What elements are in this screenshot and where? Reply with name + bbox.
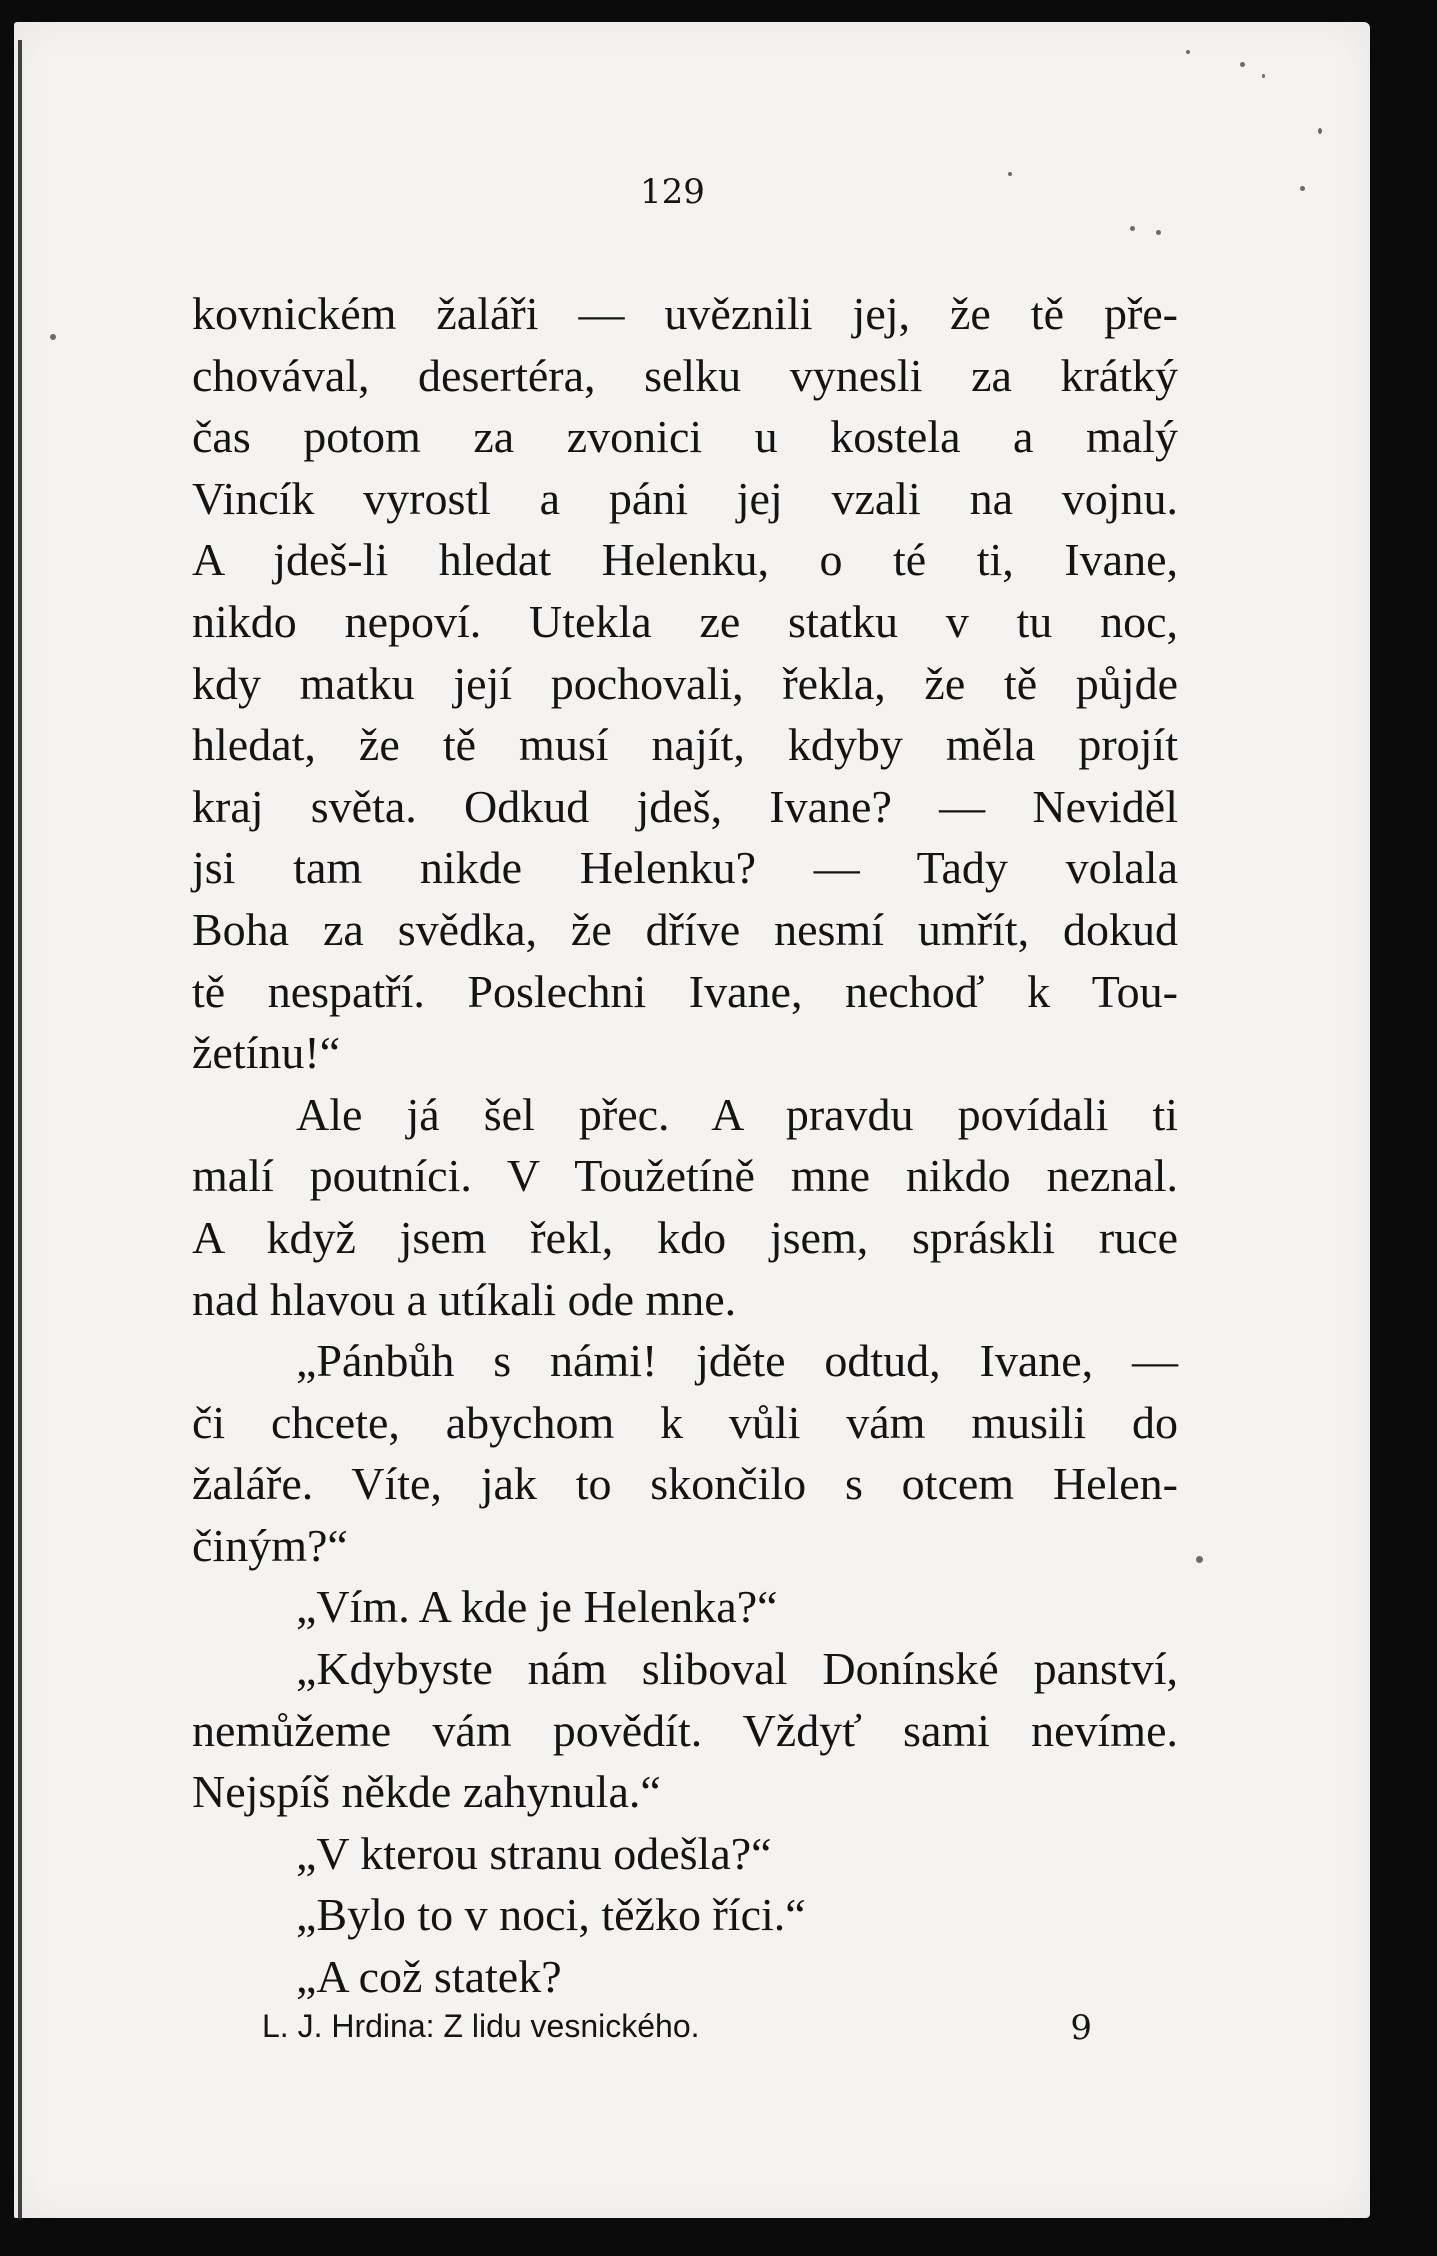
text-line: čas potom za zvonici u kostela a malý [192, 411, 1178, 463]
text-line: žaláře. Víte, jak to skončilo s otcem Helen- [192, 1458, 1178, 1510]
text-line: Ale já šel přec. A pravdu povídali ti [296, 1088, 1178, 1140]
scan-speck [1262, 74, 1265, 78]
text-line: „Kdybyste nám sliboval Donínské panství, [296, 1643, 1178, 1695]
text-line: malí poutníci. V Toužetíně mne nikdo neznal. [192, 1150, 1178, 1202]
page-footer [262, 2008, 1092, 2058]
text-line: chovával, desertéra, selku vynesli za krátký [192, 349, 1178, 401]
text-line: „Pánbůh s námi! jděte odtud, Ivane, — [296, 1335, 1178, 1387]
scan-speck [1008, 172, 1012, 176]
scan-speck [1186, 50, 1190, 54]
text-line: jsi tam nikde Helenku? — Tady volala [192, 842, 1178, 894]
scan-speck [1300, 186, 1305, 191]
scan-speck [1318, 128, 1322, 134]
signature-mark: L. J. Hrdina: Z lidu vesnického. [262, 2008, 700, 2044]
sheet-number: 9 [1070, 2008, 1092, 2048]
scan-speck [1156, 230, 1161, 235]
text-line: žetínu!“ [192, 1027, 341, 1079]
text-line: nemůžeme vám povědít. Vždyť sami nevíme. [192, 1704, 1178, 1756]
text-line: Vincík vyrostl a páni jej vzali na vojnu. [192, 472, 1178, 524]
scan-speck [1240, 62, 1245, 67]
text-line: A když jsem řekl, kdo jsem, spráskli ruce [192, 1211, 1178, 1263]
scan-speck [1130, 226, 1135, 231]
text-line: „V kterou stranu odešla?“ [296, 1827, 772, 1879]
body-text [192, 283, 1178, 2008]
text-line: kovnickém žaláři — uvěznili jej, že tě pře- [192, 288, 1178, 339]
page-edge-shadow [18, 40, 22, 2220]
text-line: Nejspíš někde zahynula.“ [192, 1766, 661, 1818]
text-line: nad hlavou a utíkali ode mne. [192, 1273, 737, 1325]
text-line: Boha za svědka, že dříve nesmí umřít, dokud [192, 903, 1178, 955]
scan-speck [50, 334, 56, 340]
text-line: činým?“ [192, 1519, 348, 1571]
scan-speck [1196, 1556, 1203, 1563]
text-line: kdy matku její pochovali, řekla, že tě půjde [192, 657, 1178, 709]
text-line: či chcete, abychom k vůli vám musili do [192, 1396, 1178, 1448]
text-line: „A což statek? [296, 1951, 562, 2003]
page-number: 129 [640, 172, 705, 212]
text-line: nikdo nepoví. Utekla ze statku v tu noc, [192, 595, 1178, 647]
text-line: kraj světa. Odkud jdeš, Ivane? — Neviděl [192, 780, 1178, 832]
text-line: „Bylo to v noci, těžko říci.“ [296, 1889, 806, 1941]
text-line: „Vím. A kde je Helenka?“ [296, 1581, 778, 1633]
text-line: tě nespatří. Poslechni Ivane, nechoď k Tou- [192, 965, 1178, 1017]
text-line: A jdeš-li hledat Helenku, o té ti, Ivane, [192, 534, 1178, 586]
text-line: hledat, že tě musí najít, kdyby měla projít [192, 719, 1178, 771]
